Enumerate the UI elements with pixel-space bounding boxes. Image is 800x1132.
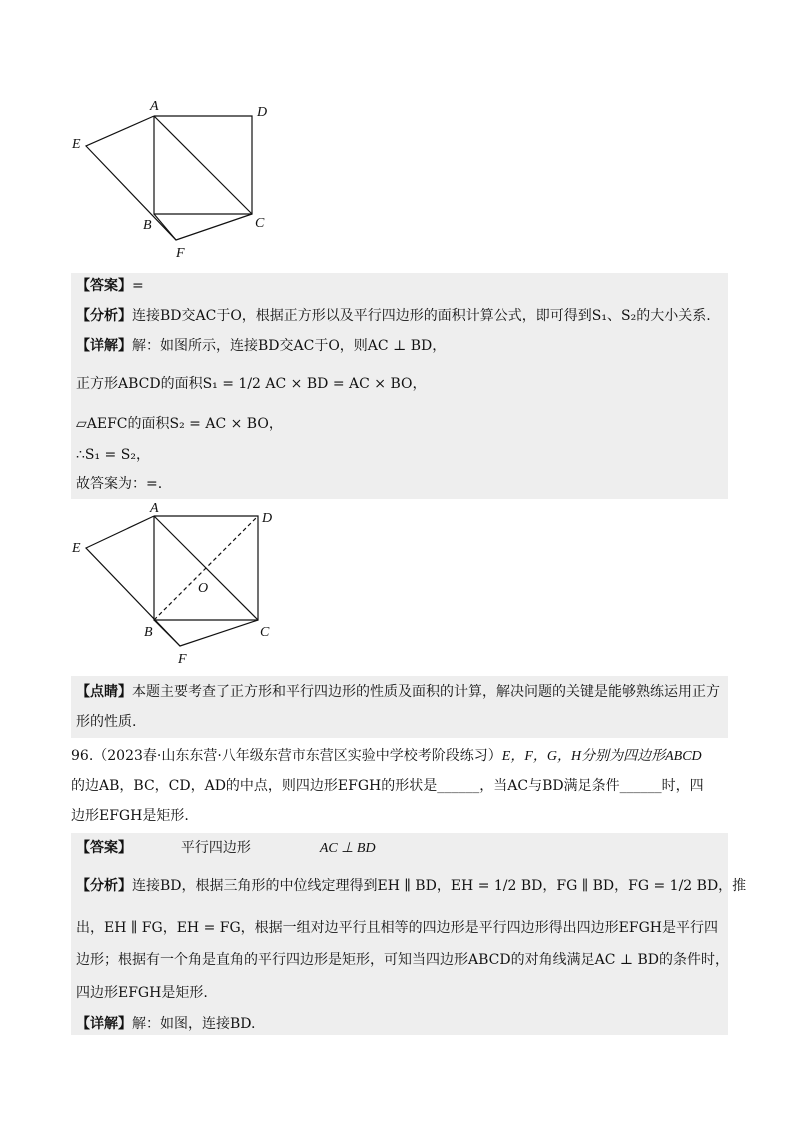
label-f: F	[176, 246, 185, 261]
label-e: E	[72, 137, 81, 152]
problem-96-line-3: 边形EFGH是矩形.	[71, 808, 189, 824]
label-o-2: O	[198, 581, 209, 596]
analysis-line-1: 【分析】连接BD交AC于O，根据正方形以及平行四边形的面积计算公式，即可得到S₁、S₂的大小关系.	[76, 308, 711, 324]
analysis-line-2c: 边形；根据有一个角是直角的平行四边形是矩形，可知当四边形ABCD的对角线满足AC ⊥ BD的条件时，	[76, 952, 729, 968]
detail-line-2: 正方形ABCD的面积S₁ = 1/2 AC × BD = AC × BO，	[76, 376, 427, 392]
label-f-2: F	[178, 652, 187, 667]
label-d-2: D	[262, 511, 273, 526]
label-d: D	[257, 105, 268, 120]
problem-96-line-1: 96.（2023春·山东东营·八年级东营市东营区实验中学校考阶段练习）E，F，G，H分别为四边形ABCD	[71, 748, 702, 764]
analysis-line-2d: 四边形EFGH是矩形.	[76, 985, 208, 1001]
segment-bf-2	[154, 620, 180, 646]
detail-line-5: 故答案为：=.	[76, 476, 163, 492]
figure-2	[68, 500, 274, 670]
figure-1	[68, 98, 288, 268]
detail-line-2a: 【详解】解：如图，连接BD.	[76, 1016, 256, 1032]
comment-line-1: 【点睛】本题主要考查了正方形和平行四边形的性质及面积的计算，解决问题的关键是能够熟练运用正方	[76, 684, 720, 700]
label-b: B	[143, 218, 152, 233]
analysis-line-2b: 出，EH ∥ FG，EH = FG，根据一组对边平行且相等的四边形是平行四边形得出四边形EFGH是平行四	[76, 920, 718, 936]
analysis-line-2a: 【分析】连接BD，根据三角形的中位线定理得到EH ∥ BD，EH = 1/2 BD，FG ∥ BD，FG = 1/2 BD，推	[76, 878, 747, 894]
segment-bf	[154, 214, 176, 240]
label-a: A	[150, 99, 159, 114]
problem-96-line-2: 的边AB，BC，CD，AD的中点，则四边形EFGH的形状是______，当AC与BD满足条件______时，四	[71, 778, 704, 794]
label-e-2: E	[72, 541, 81, 556]
answer-line-1: 【答案】=	[76, 278, 144, 294]
answer-line-2: 【答案】 平行四边形 AC ⊥ BD	[76, 840, 376, 856]
parallelogram-aefc-2	[86, 516, 258, 646]
detail-line-1: 【详解】解：如图所示，连接BD交AC于O，则AC ⊥ BD，	[76, 338, 447, 354]
label-c-2: C	[260, 625, 270, 640]
detail-line-4: ∴S₁ = S₂，	[76, 447, 150, 463]
parallelogram-aefc	[86, 116, 252, 240]
comment-line-2: 形的性质.	[76, 714, 137, 730]
label-a-2: A	[150, 501, 159, 516]
label-b-2: B	[144, 625, 153, 640]
label-c: C	[255, 216, 265, 231]
diagonal-ac	[154, 116, 252, 214]
detail-line-3: ▱AEFC的面积S₂ = AC × BO，	[76, 416, 283, 432]
